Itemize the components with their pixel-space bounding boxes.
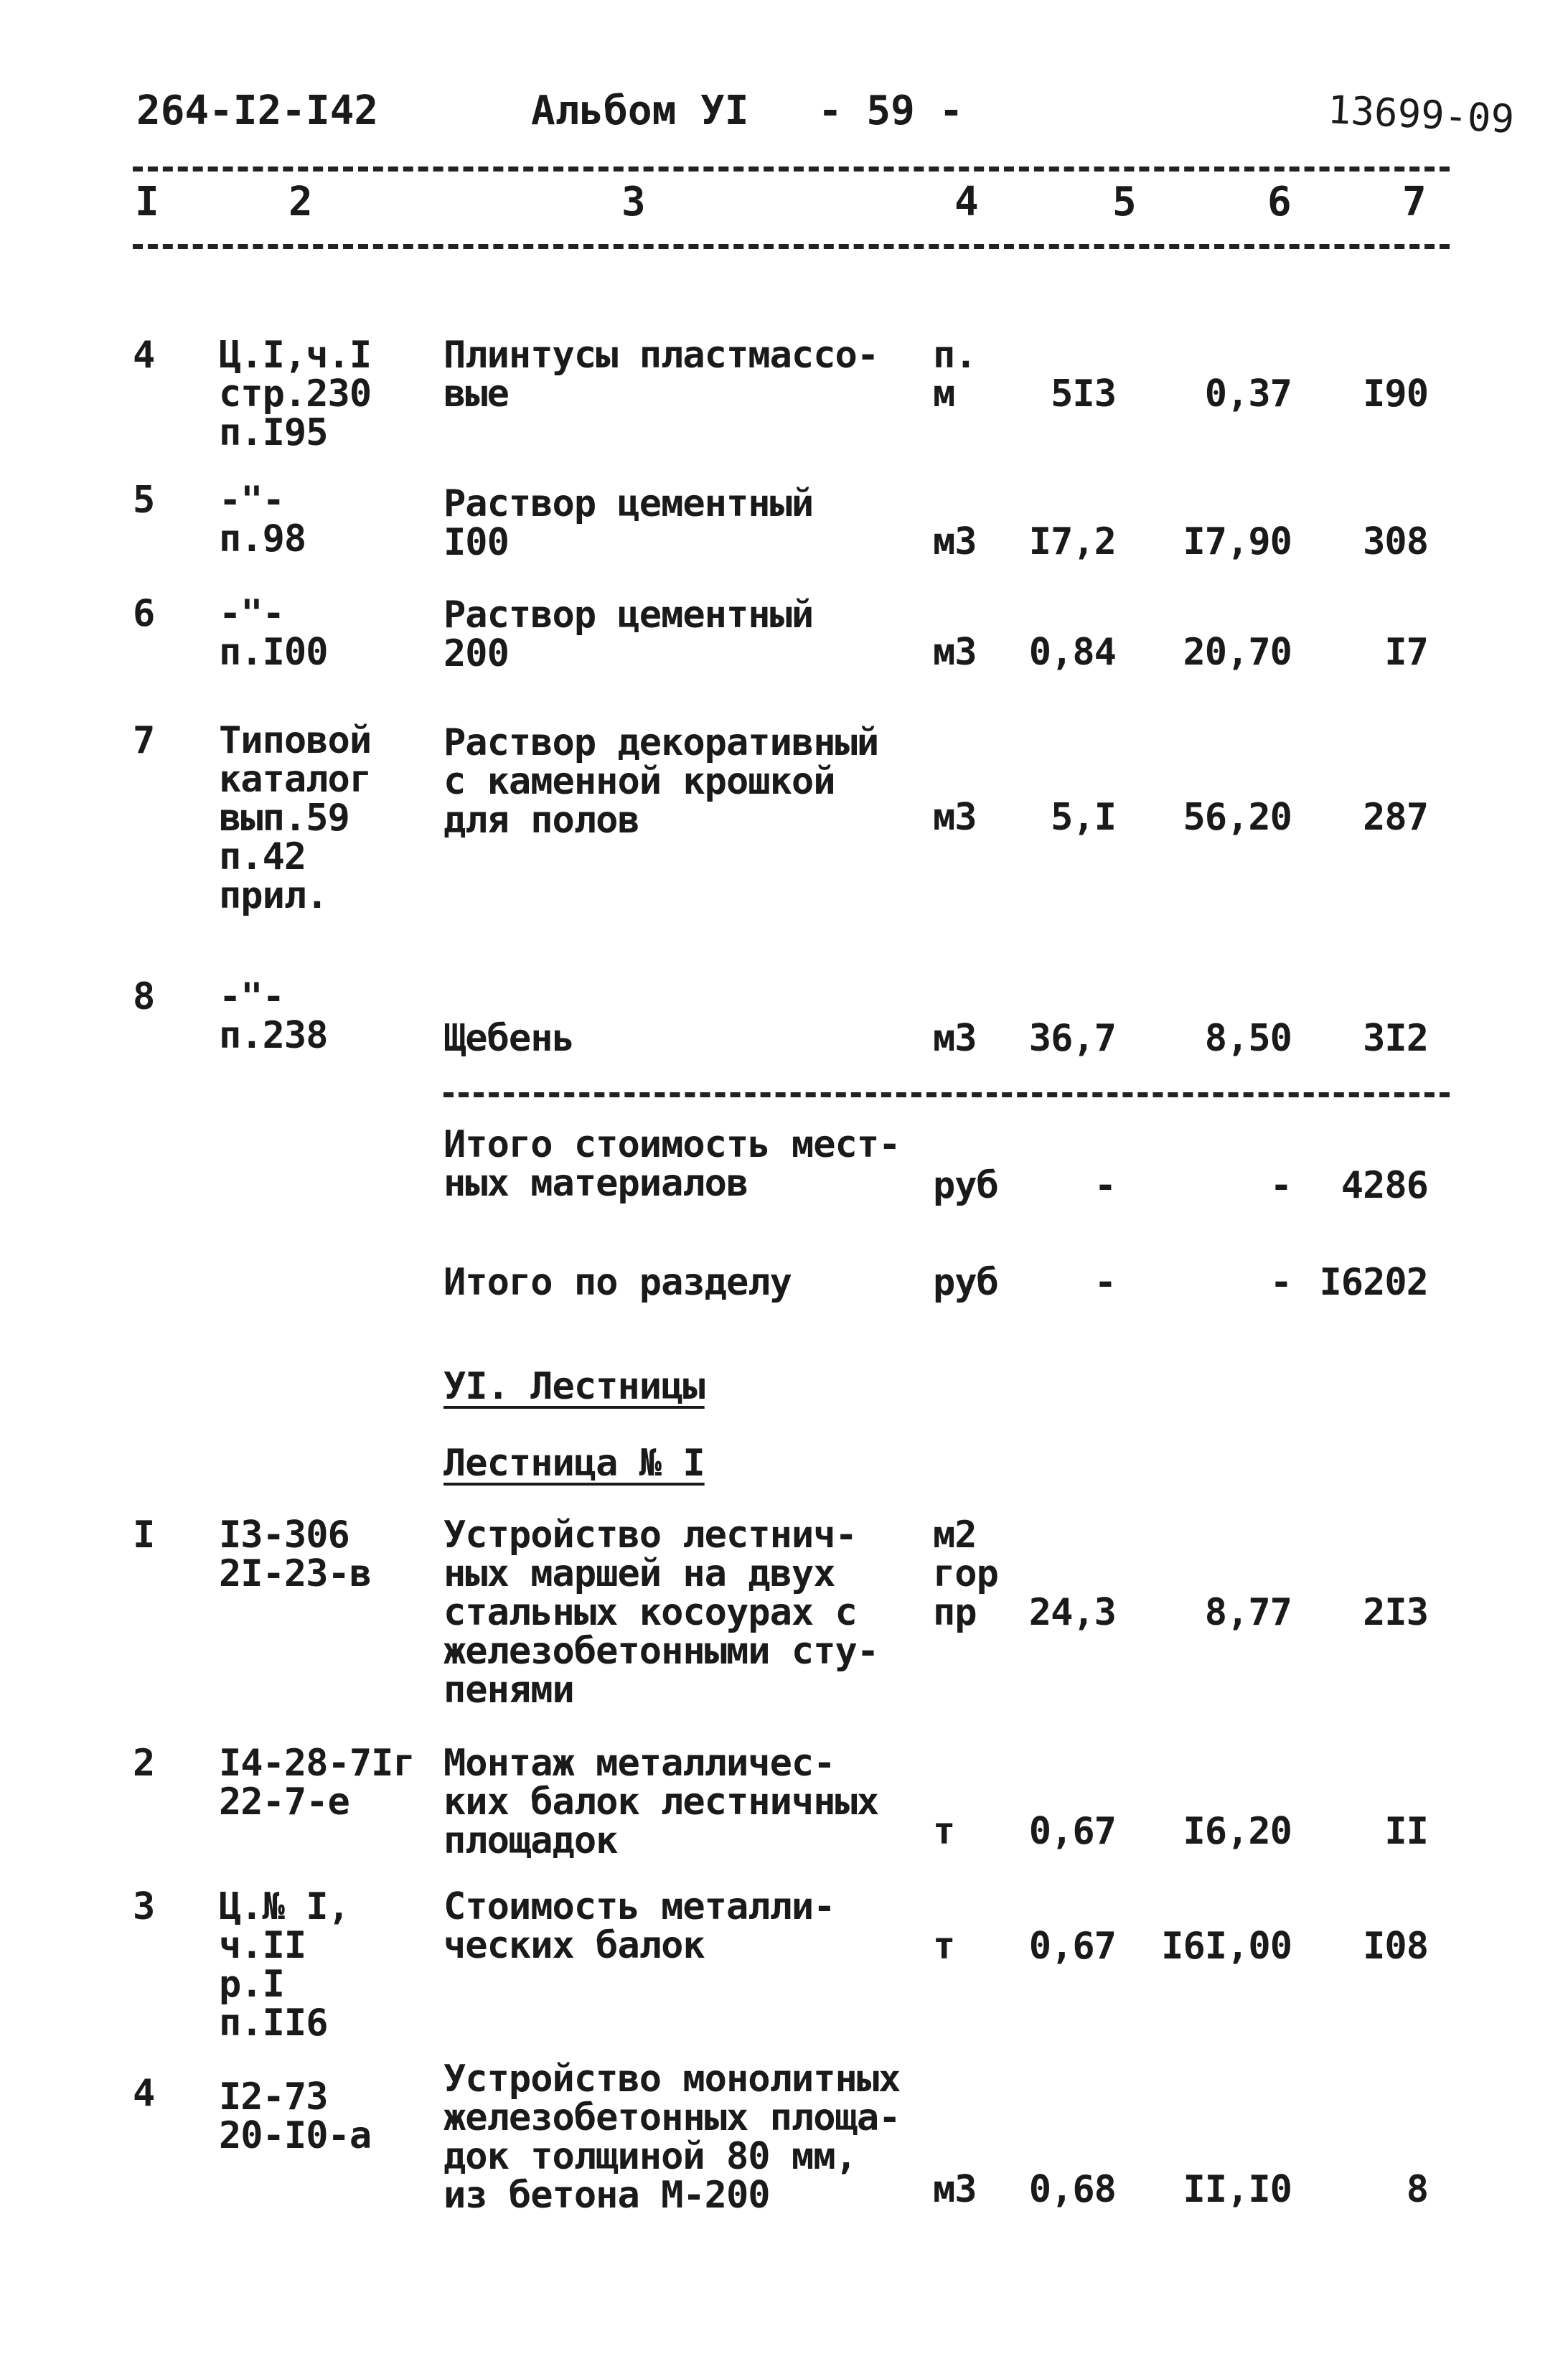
row-description: Раствор цементный I00 — [443, 482, 814, 564]
row-total: 308 — [1363, 520, 1428, 563]
row-reference: -"- п.98 — [219, 479, 306, 560]
total-amount: I6202 — [1319, 1261, 1428, 1304]
row-reference: Типовой каталог вып.59 п.42 прил. — [219, 719, 372, 917]
subtotal-rule — [443, 1092, 1450, 1097]
row-number: 8 — [133, 975, 155, 1018]
row-reference: Ц.№ I, ч.II р.I п.II6 — [219, 1885, 349, 2045]
row-unit: т — [933, 1925, 955, 1968]
total-label: Итого по разделу — [443, 1261, 792, 1304]
total-quantity: - — [1094, 1164, 1116, 1207]
header-bottom-rule — [133, 244, 1450, 249]
row-total: 8 — [1406, 2168, 1428, 2211]
row-description: Плинтусы пластмассо- вые — [443, 334, 879, 416]
row-unit: м3 — [933, 520, 977, 563]
row-description: Стоимость металли- ческих балок — [443, 1885, 835, 1967]
row-number: 6 — [133, 592, 155, 635]
row-price: I6,20 — [1183, 1810, 1292, 1853]
row-price: 20,70 — [1183, 631, 1292, 674]
row-number: 3 — [133, 1885, 155, 1928]
row-total: II — [1384, 1810, 1428, 1853]
row-reference: -"- п.238 — [219, 975, 328, 1057]
column-header-2: 2 — [288, 179, 313, 225]
total-unit: руб — [933, 1261, 998, 1304]
column-header-7: 7 — [1402, 179, 1427, 225]
row-reference: I4-28-7Iг 22-7-е — [219, 1742, 415, 1824]
row-total: 3I2 — [1363, 1017, 1428, 1060]
total-quantity: - — [1094, 1261, 1116, 1304]
row-quantity: 0,67 — [1028, 1810, 1116, 1853]
row-quantity: I7,2 — [1028, 520, 1116, 563]
column-header-3: 3 — [621, 179, 646, 225]
column-header-5: 5 — [1112, 179, 1137, 225]
row-quantity: 5,I — [1051, 796, 1116, 839]
row-description: Устройство лестнич- ных маршей на двух стальных косоурах с железобетонными сту- пенями — [443, 1514, 879, 1712]
row-quantity: 36,7 — [1028, 1017, 1116, 1060]
row-number: 4 — [133, 334, 155, 377]
row-reference: -"- п.I00 — [219, 592, 328, 674]
row-unit: м2 гор пр — [933, 1514, 998, 1634]
row-quantity: 0,84 — [1028, 631, 1116, 674]
row-total: I90 — [1363, 372, 1428, 416]
row-number: 7 — [133, 719, 155, 762]
row-total: 2I3 — [1363, 1591, 1428, 1634]
row-description: Устройство монолитных железобетонных площа- док толщиной 80 мм, из бетона М-200 — [443, 2058, 901, 2217]
row-price: I6I,00 — [1161, 1925, 1292, 1968]
row-number: 2 — [133, 1742, 155, 1785]
row-unit: м3 — [933, 2168, 977, 2211]
row-quantity: 5I3 — [1051, 372, 1116, 416]
total-amount: 4286 — [1341, 1164, 1428, 1207]
row-number: 5 — [133, 479, 155, 522]
album-label: Альбом УI — [531, 88, 749, 134]
row-unit: м3 — [933, 631, 977, 674]
row-price: 8,77 — [1204, 1591, 1292, 1634]
row-quantity: 24,3 — [1028, 1591, 1116, 1634]
total-price: - — [1269, 1261, 1292, 1304]
row-total: 287 — [1363, 796, 1428, 839]
row-reference: I3-306 2I-23-в — [219, 1514, 372, 1595]
row-total: I7 — [1384, 631, 1428, 674]
row-quantity: 0,68 — [1028, 2168, 1116, 2211]
row-unit: м3 — [933, 1017, 977, 1060]
row-unit: п. м — [933, 334, 977, 416]
row-price: 0,37 — [1204, 372, 1292, 416]
row-unit: м3 — [933, 796, 977, 839]
column-header-6: 6 — [1267, 179, 1292, 225]
row-description: Щебень — [443, 1017, 574, 1060]
row-unit: т — [933, 1810, 955, 1853]
document-code: 264-I2-I42 — [136, 88, 379, 134]
row-reference: Ц.I,ч.I стр.230 п.I95 — [219, 334, 372, 454]
page-number: - 59 - — [818, 88, 964, 134]
row-quantity: 0,67 — [1028, 1925, 1116, 1968]
row-total: I08 — [1363, 1925, 1428, 1968]
row-price: 8,50 — [1204, 1017, 1292, 1060]
row-price: I7,90 — [1183, 520, 1292, 563]
column-header-1: I — [135, 179, 159, 225]
section-title: УI. Лестницы — [443, 1365, 705, 1408]
row-reference: I2-73 20-I0-а — [219, 2075, 372, 2157]
column-header-4: 4 — [954, 179, 979, 225]
row-price: II,I0 — [1183, 2168, 1292, 2211]
archive-stamp: 13699-09 — [1326, 87, 1516, 142]
total-price: - — [1269, 1164, 1292, 1207]
row-number: I — [133, 1514, 155, 1557]
header-top-rule — [133, 166, 1450, 172]
row-description: Раствор цементный 200 — [443, 594, 814, 675]
row-price: 56,20 — [1183, 796, 1292, 839]
row-description: Монтаж металличес- ких балок лестничных площадок — [443, 1742, 879, 1862]
row-description: Раствор декоративный с каменной крошкой для полов — [443, 721, 879, 842]
row-number: 4 — [133, 2072, 155, 2115]
total-unit: руб — [933, 1164, 998, 1207]
total-label: Итого стоимость мест- ных материалов — [443, 1123, 901, 1205]
subsection-title: Лестница № I — [443, 1442, 705, 1485]
